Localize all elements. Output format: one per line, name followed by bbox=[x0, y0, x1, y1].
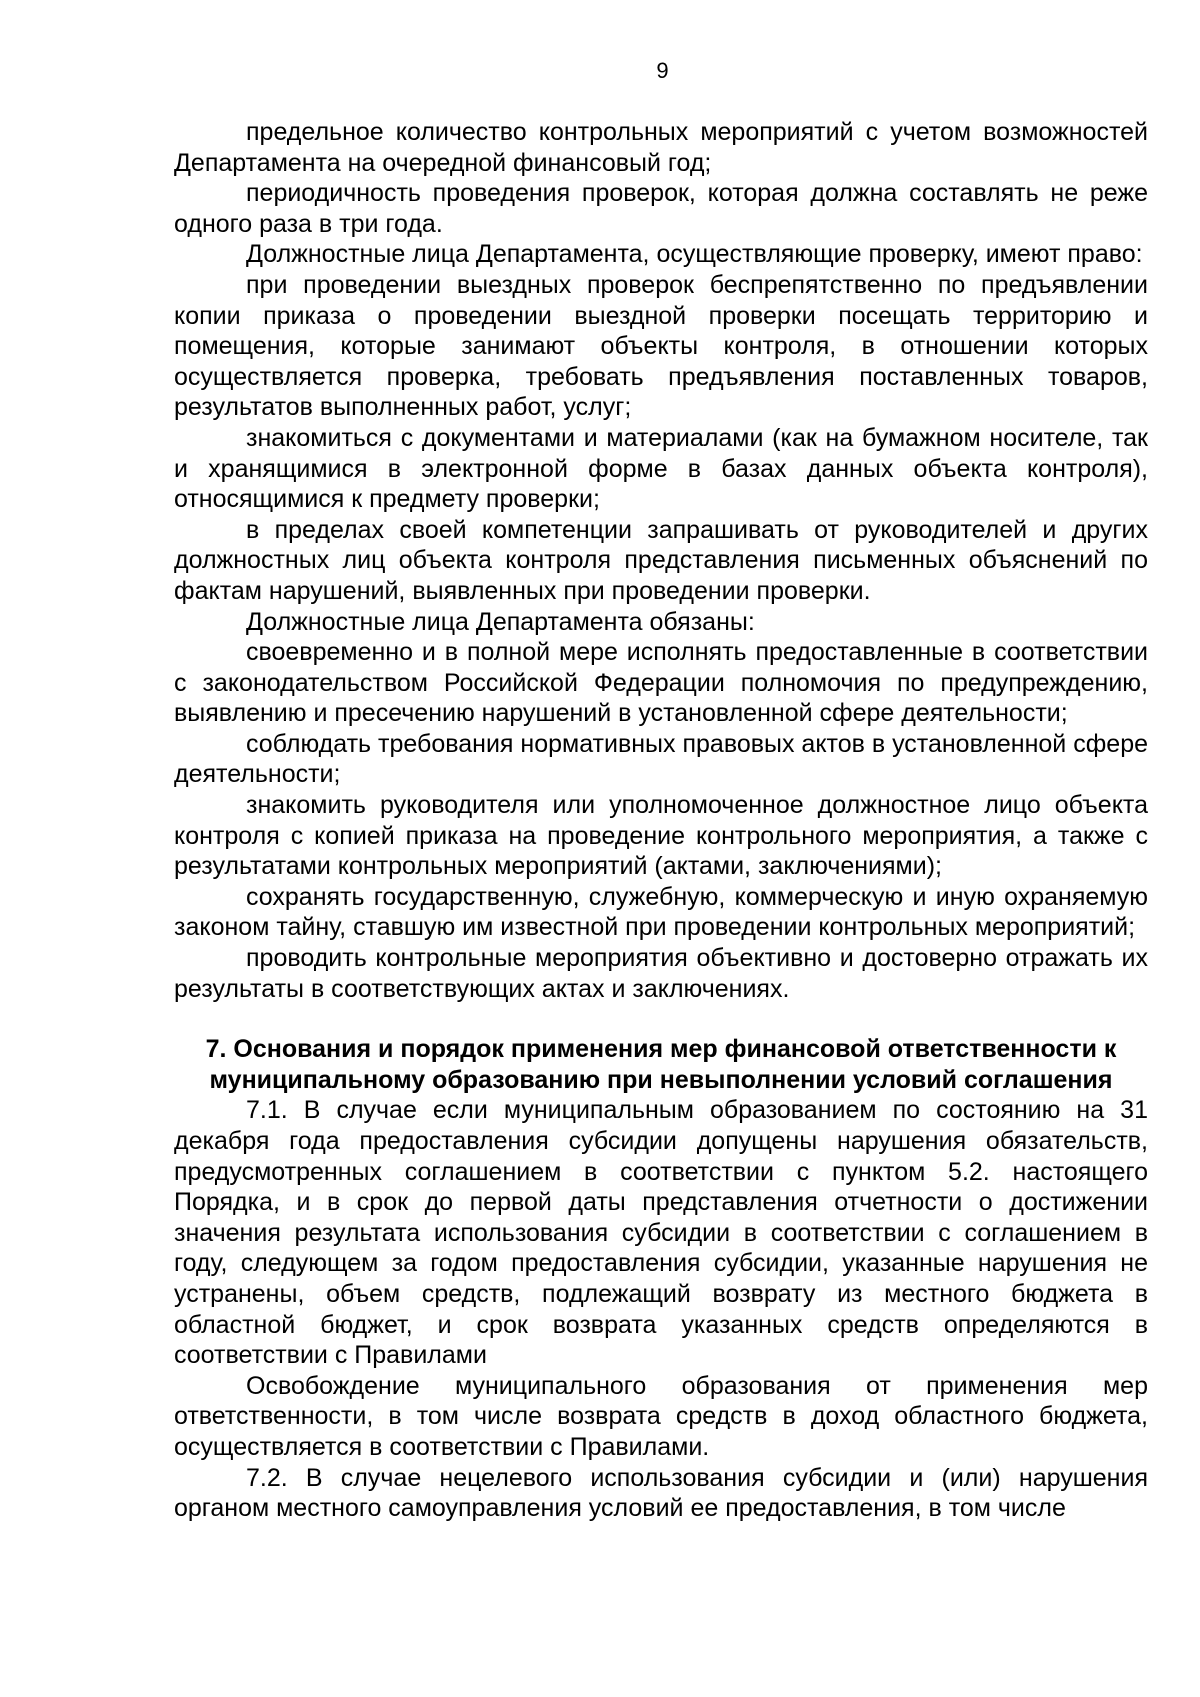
page-number: 9 bbox=[656, 58, 669, 83]
paragraph: при проведении выездных проверок беспрепятственно по предъявлении копии приказа о проведении выездной проверки посещать территорию и помещения, которые занимают объекты контроля, в отношении которых осуществляется проверка, требовать предъявления поставленных товаров, результатов выполненных работ, услуг; bbox=[174, 270, 1148, 422]
paragraph: Должностные лица Департамента обязаны: bbox=[246, 607, 755, 636]
paragraph: Освобождение муниципального образования от применения мер ответственности, в том числе возврата средств в доход областного бюджета, осуществляется в соответствии с Правилами. bbox=[174, 1371, 1148, 1461]
section-heading: 7. Основания и порядок применения мер финансовой ответственности к муниципальному образованию при невыполнении условий соглашения bbox=[205, 1035, 1117, 1094]
paragraph: предельное количество контрольных мероприятий с учетом возможностей Департамента на очередной финансовый год; bbox=[174, 118, 1148, 177]
paragraph: 7.1. В случае если муниципальным образованием по состоянию на 31 декабря года предоставления субсидии допущены нарушения обязательств, предусмотренных соглашением в соответствии с пунктом 5.2. настоящего Порядка, и в срок до первой даты представления отчетности о достижении значения результата использования субсидии в соответствии с соглашением в году, следующем за годом предоставления субсидии, указанные нарушения не устранены, объем средств, подлежащий возврату из местного бюджета в областной бюджет, и срок возврата указанных средств определяются в соответствии с Правилами bbox=[174, 1096, 1148, 1370]
paragraph: 7.2. В случае нецелевого использования субсидии и (или) нарушения органом местного самоуправления условий ее предоставления, в том числе bbox=[174, 1463, 1148, 1523]
paragraph: в пределах своей компетенции запрашивать от руководителей и других должностных лиц объекта контроля представления письменных объяснений по фактам нарушений, выявленных при проведении проверки. bbox=[174, 515, 1148, 605]
paragraph: своевременно и в полной мере исполнять предоставленные в соответствии с законодательством Российской Федерации полномочия по предупреждению, выявлению и пресечению нарушений в установленной сфере деятельности; bbox=[174, 638, 1148, 728]
paragraph: Должностные лица Департамента, осуществляющие проверку, имеют право: bbox=[246, 240, 1143, 269]
paragraph: соблюдать требования нормативных правовых актов в установленной сфере деятельности; bbox=[174, 729, 1148, 789]
paragraph: проводить контрольные мероприятия объективно и достоверно отражать их результаты в соответствующих актах и заключениях. bbox=[174, 944, 1148, 1003]
paragraph: сохранять государственную, служебную, коммерческую и иную охраняемую законом тайну, ставшую им известной при проведении контрольных мероприятий; bbox=[174, 882, 1148, 942]
document-body bbox=[174, 117, 1148, 1524]
paragraph: знакомить руководителя или уполномоченное должностное лицо объекта контроля с копией приказа на проведение контрольного мероприятия, а также с результатами контрольных мероприятий (актами, заключениями); bbox=[174, 791, 1148, 881]
paragraph: знакомиться с документами и материалами (как на бумажном носителе, так и хранящимися в электронной форме в базах данных объекта контроля), относящимися к предмету проверки; bbox=[174, 423, 1148, 514]
paragraph: периодичность проведения проверок, которая должна составлять не реже одного раза в три года. bbox=[174, 179, 1148, 238]
